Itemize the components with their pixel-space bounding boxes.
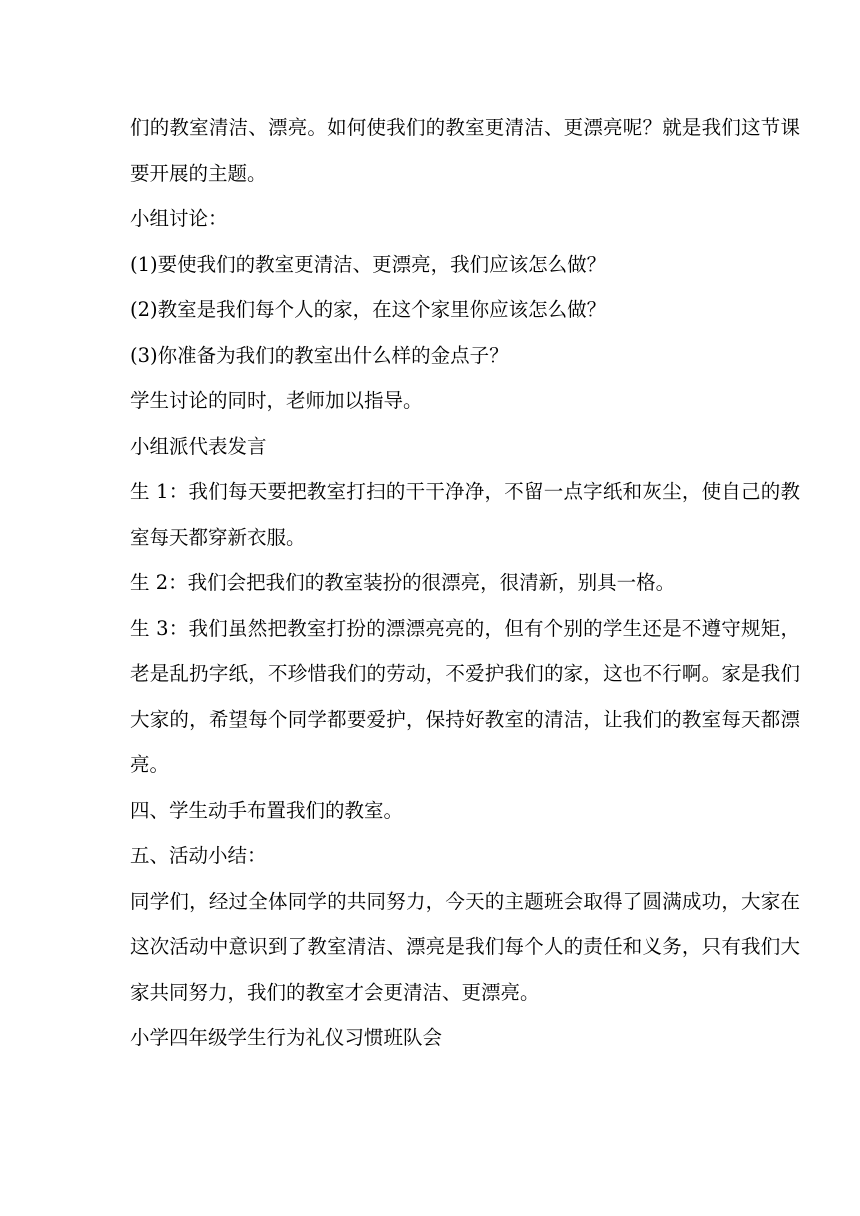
paragraph-next-title: 小学四年级学生行为礼仪习惯班队会	[130, 1026, 443, 1049]
paragraph-section-five: 五、活动小结：	[130, 844, 267, 867]
paragraph-representative-speech-heading: 小组派代表发言	[130, 434, 267, 458]
document-body	[130, 105, 800, 1061]
paragraph-student-3: 生 3：我们虽然把教室打扮的漂漂亮亮的，但有个别的学生还是不遵守规矩，老是乱扔字纸，不珍惜我们的劳动，不爱护我们的家，这也不行啊。家是我们大家的，希望每个同学都要爱护，保持好教室的清洁，让我们的教室每天都漂亮。	[130, 616, 800, 776]
paragraph-student-2: 生 2：我们会把我们的教室装扮的很漂亮，很清新，别具一格。	[130, 571, 676, 594]
paragraph-summary: 同学们，经过全体同学的共同努力，今天的主题班会取得了圆满成功，大家在这次活动中意识到了教室清洁、漂亮是我们每个人的责任和义务，只有我们大家共同努力，我们的教室才会更清洁、更漂亮。	[130, 889, 800, 1004]
paragraph-question-1: (1)要使我们的教室更清洁、更漂亮，我们应该怎么做？	[130, 252, 607, 276]
paragraph-teacher-guidance: 学生讨论的同时，老师加以指导。	[130, 389, 423, 412]
paragraph-intro-continuation: 们的教室清洁、漂亮。如何使我们的教室更清洁、更漂亮呢？就是我们这节课要开展的主题。	[130, 116, 800, 185]
paragraph-student-1: 生 1：我们每天要把教室打扫的干干净净，不留一点字纸和灰尘，使自己的教室每天都穿新衣服。	[130, 480, 800, 549]
paragraph-group-discussion-heading: 小组讨论：	[130, 207, 228, 230]
paragraph-section-four: 四、学生动手布置我们的教室。	[130, 798, 404, 822]
paragraph-question-2: (2)教室是我们每个人的家，在这个家里你应该怎么做？	[130, 298, 607, 321]
paragraph-question-3: (3)你准备为我们的教室出什么样的金点子？	[130, 343, 509, 367]
